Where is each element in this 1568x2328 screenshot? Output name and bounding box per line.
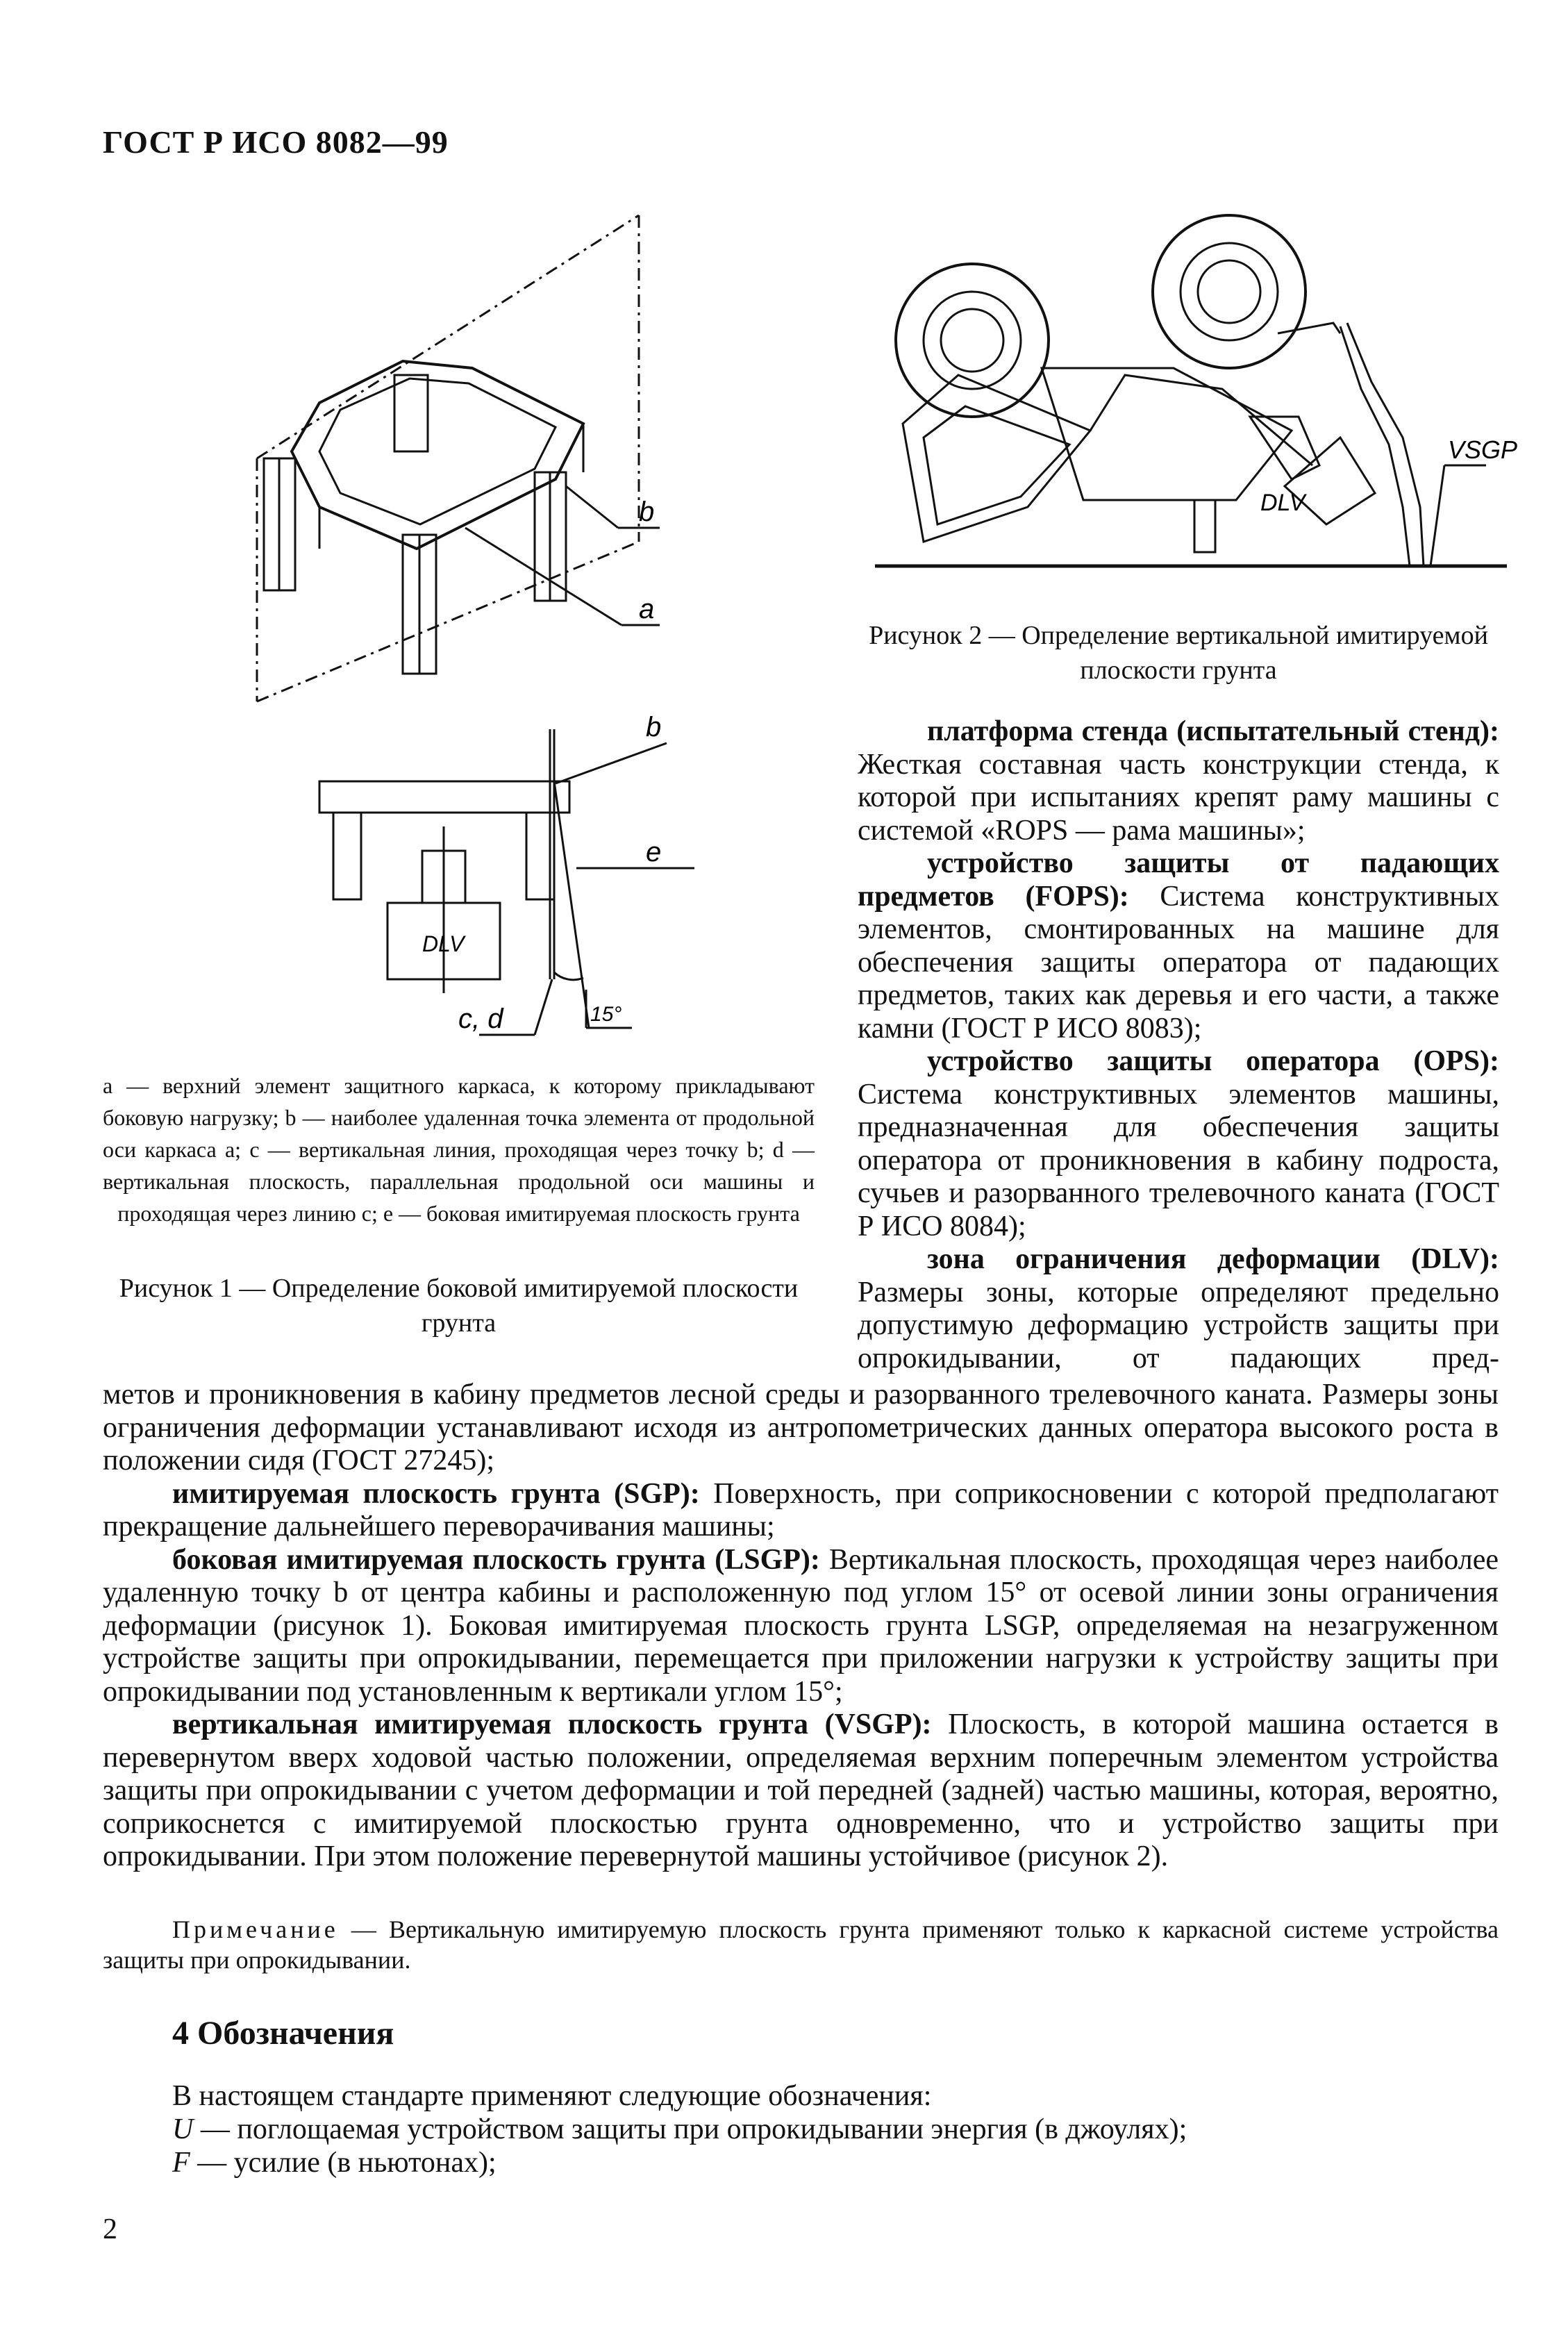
figure1-label-cd: c, d — [458, 1004, 503, 1034]
figure1-section-diagram — [306, 712, 694, 1049]
figure1-label-b-bottom: b — [646, 712, 662, 742]
term: устройство защиты от падающих предметов (FOPS): — [858, 847, 1499, 913]
definition-text: Система конструктивных элементов машины, предназначенная для обеспечения защиты оператора от проникновения в кабину подроста, сучьев и разорванного трелевочного каната (ГОСТ Р ИСО 8084); — [858, 1078, 1499, 1242]
figure1-label-angle: 15° — [590, 1003, 622, 1026]
symbol-description: — усилие (в ньютонах); — [190, 2147, 497, 2179]
definition-fops — [858, 847, 1499, 1045]
term: устройство защиты оператора (OPS): — [927, 1045, 1499, 1077]
figure2-label-vsgp: VSGP — [1448, 435, 1518, 464]
symbol: F — [172, 2147, 190, 2179]
definition-dlv — [858, 1243, 1499, 1375]
definition-ops — [858, 1045, 1499, 1243]
figure2-caption: Рисунок 2 — Определение вертикальной имитируемой плоскости грунта — [869, 621, 1488, 685]
figure1-legend: a — верхний элемент защитного каркаса, к которому прикладывают боковую нагрузку; b — наиболее удаленная точка элемента от продольной оси каркаса a; c — вертикальная линия, проходящая через точку b; d — вертикальная плоскость, параллельная продольной оси машины и проходящая через линию c; e — боковая имитируемая плоскость грунта — [103, 1073, 815, 1226]
figure1-label-dlv: DLV — [422, 931, 465, 956]
figure1-label-a: a — [639, 594, 655, 624]
section-4-intro: В настоящем стандарте применяют следующие обозначения: — [172, 2080, 932, 2112]
definition-lsgp — [103, 1544, 1499, 1709]
note — [103, 1914, 1499, 1975]
term: вертикальная имитируемая плоскость грунта (VSGP): — [172, 1708, 932, 1740]
definition-dlv-continued: метов и проникновения в кабину предметов лесной среды и разорванного трелевочного каната. Размеры зоны ограничения деформации устанавливают исходя из антропометрических данных оператора высокого роста в положении сидя (ГОСТ 27245); — [103, 1379, 1499, 1477]
definition-text: Система конструктивных элементов, смонтированных на машине для обеспечения защиты оператора от падающих предметов, таких как деревья и его части, а также камни (ГОСТ Р ИСО 8083); — [858, 880, 1499, 1045]
document-header: ГОСТ Р ИСО 8082—99 — [103, 124, 449, 160]
figure2-label-dlv: DLV — [1260, 490, 1306, 516]
definitions-right-column — [858, 715, 1499, 1375]
definition-text: Вертикальная плоскость, проходящая через наиболее удаленную точку b от центра кабины и расположенную под углом 15° от осевой линии зоны ограничения деформации (рисунок 1). Боковая имитируемая плоскость грунта LSGP, определяемая на незагруженном устройстве защиты при опрокидывании, перемещается при приложении нагрузки к устройству защиты при опрокидывании под установленным к вертикали углом 15°; — [103, 1543, 1499, 1708]
note-text: — Вертикальную имитируемую плоскость грунта применяют только к каркасной системе устройства защиты при опрокидывании. — [103, 1915, 1499, 1974]
definition-test-platform — [858, 715, 1499, 847]
figure1-isometric-diagram — [236, 201, 667, 715]
definition-text: Поверхность, при соприкосновении с которой предполагают прекращение дальнейшего переворачивания машины; — [103, 1477, 1499, 1543]
note-label: Примечание — [172, 1915, 339, 1943]
definition-vsgp — [103, 1708, 1499, 1874]
definitions-full-width — [103, 1379, 1499, 1874]
symbol-item — [172, 2146, 1499, 2179]
figure2-diagram — [861, 208, 1518, 597]
definition-sgp — [103, 1478, 1499, 1544]
section-4-heading: 4 Обозначения — [172, 2015, 394, 2052]
section-4-body — [172, 2079, 1499, 2179]
term: платформа стенда (испытательный стенд): — [927, 715, 1499, 747]
definition-text: Плоскость, в которой машина остается в перевернутом вверх ходовой частью положении, определяемая верхним поперечным элементом устройства защиты при опрокидывании с учетом деформации и той передней (задней) частью машины, которая, вероятно, соприкоснется с имитируемой плоскостью грунта одновременно, что и устройство защиты при опрокидывании. При этом положение перевернутой машины устойчивое (рисунок 2). — [103, 1708, 1499, 1872]
term: имитируемая плоскость грунта (SGP): — [172, 1477, 700, 1510]
definition-text: Жесткая составная часть конструкции стенда, к которой при испытаниях крепят раму машины с системой «ROPS — рама машины»; — [858, 748, 1499, 847]
figure1-label-b-top: b — [639, 497, 655, 527]
term: боковая имитируемая плоскость грунта (LSGP): — [172, 1543, 820, 1576]
term: зона ограничения деформации (DLV): — [927, 1243, 1499, 1275]
figure1-caption: Рисунок 1 — Определение боковой имитируемой плоскости грунта — [119, 1274, 799, 1338]
page-number: 2 — [103, 2213, 117, 2245]
symbol: U — [172, 2113, 194, 2145]
figure1-label-e: e — [646, 837, 662, 867]
definition-text: Размеры зоны, которые определяют предельно допустимую деформацию устройств защиты при опрокидывании, от падающих пред- — [858, 1276, 1499, 1374]
symbol-item — [172, 2113, 1499, 2146]
symbol-description: — поглощаемая устройством защиты при опрокидывании энергия (в джоулях); — [193, 2113, 1187, 2145]
